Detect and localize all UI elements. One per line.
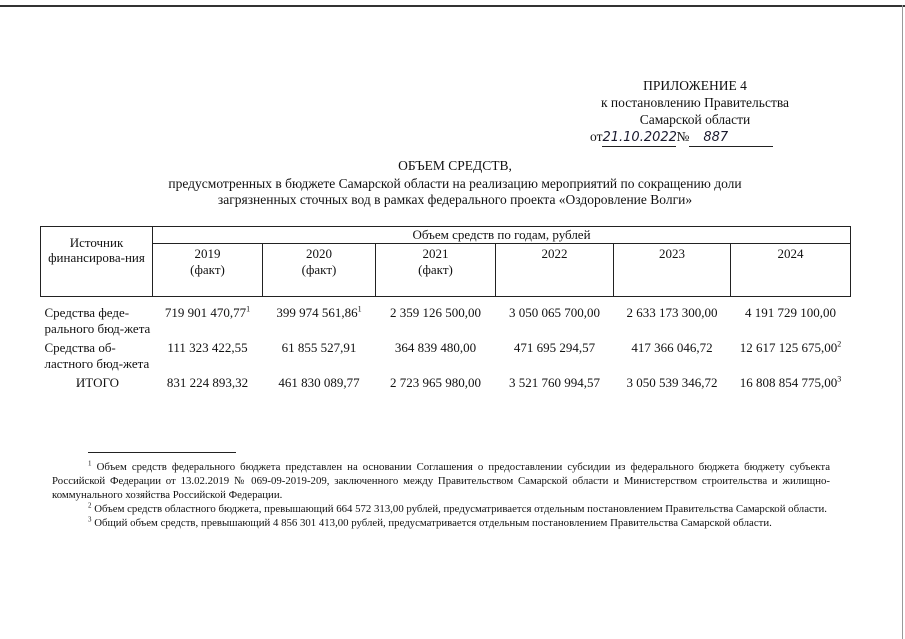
appendix-title: ПРИЛОЖЕНИЕ 4 — [643, 78, 747, 93]
table-cell: 364 839 480,00 — [394, 340, 477, 355]
year-header-2019: 2019 (факт) — [153, 244, 263, 297]
handwritten-number: 887 — [689, 129, 773, 147]
table-cell: 3 050 539 346,72 — [626, 375, 718, 390]
funding-table — [40, 226, 851, 391]
year-header-2024: 2024 — [731, 244, 851, 297]
footnote-3: $^3$ Общий объем средств, превышающий 4 856 301 413,00 рублей, предусматривается отдельным постановлением Правительства Самарской области. — [88, 515, 772, 529]
table-cell: 417 366 046,72 — [631, 340, 713, 355]
row-label: ИТОГО — [75, 375, 120, 390]
table-cell: 399 974 561,86$^1$ — [276, 304, 362, 320]
year-header-2023: 2023 — [614, 244, 731, 297]
footnote-2: $^2$ Объем средств областного бюджета, превышающий 664 572 313,00 рублей, предусматривается отдельным постановлением Правительства Самарской области. — [88, 501, 827, 515]
years-group-header: Объем средств по годам, рублей — [153, 227, 851, 244]
document-subtitle-line2: загрязненных сточных вод в рамках федерального проекта «Оздоровление Волги» — [217, 192, 693, 207]
table-cell: 719 901 470,77$^1$ — [164, 304, 251, 320]
table-cell: 831 224 893,32 — [166, 375, 249, 390]
year-header-2021: 2021 (факт) — [376, 244, 496, 297]
document-title: ОБЪЕМ СРЕДСТВ, — [398, 158, 512, 173]
table-row-regional — [41, 336, 851, 371]
number-sign: № — [676, 129, 690, 144]
table-cell: 3 050 065 700,00 — [509, 305, 600, 320]
table-row-federal — [41, 297, 851, 337]
footnotes — [52, 460, 830, 530]
table-cell: 16 808 854 775,00$^3$ — [739, 374, 842, 390]
page-top-border — [0, 5, 905, 7]
table-cell: 111 323 422,55 — [167, 340, 248, 355]
source-header: Источник финансирова-ния — [41, 227, 153, 297]
table-cell: 2 359 126 500,00 — [390, 305, 481, 320]
footnote-1: $^1$ Объем средств федерального бюджета представлен на основании Соглашения о предоставлении субсидии из федерального бюджета бюджету субъекта Российской Федерации от 13.02.2019 № 069-09-2019-209, заключенного между Правительством Самарской области и Министерством строительства и жилищно-коммунального хозяйства Российской Федерации. — [52, 459, 830, 501]
table-cell: 2 633 173 300,00 — [626, 305, 718, 320]
table-cell: 461 830 089,77 — [278, 375, 360, 390]
appendix-date-line — [565, 128, 825, 147]
table-cell: 3 521 760 994,57 — [509, 375, 600, 390]
year-header-2020: 2020 (факт) — [263, 244, 376, 297]
appendix-subtitle: к постановлению Правительства — [600, 95, 790, 110]
table-cell: 12 617 125 675,00$^2$ — [739, 339, 842, 355]
table-cell: 471 695 294,57 — [513, 340, 596, 355]
table-row-total — [41, 371, 851, 391]
table-cell: 61 855 527,91 — [281, 340, 357, 355]
date-prefix: от — [590, 129, 603, 144]
year-header-2022: 2022 — [496, 244, 614, 297]
page-right-border — [902, 5, 903, 639]
table-cell: 2 723 965 980,00 — [390, 375, 481, 390]
table-cell: 4 191 729 100,00 — [745, 305, 836, 320]
footnote-divider — [88, 452, 236, 453]
document-subtitle-line1: предусмотренных в бюджете Самарской области на реализацию мероприятий по сокращению доли — [168, 176, 742, 191]
row-label: Средства феде-рального бюд-жета — [44, 305, 151, 336]
appendix-region: Самарской области — [639, 112, 751, 127]
handwritten-date: 21.10.2022 — [602, 130, 677, 145]
row-label: Средства об-ластного бюд-жета — [44, 340, 150, 371]
appendix-block — [565, 77, 825, 147]
